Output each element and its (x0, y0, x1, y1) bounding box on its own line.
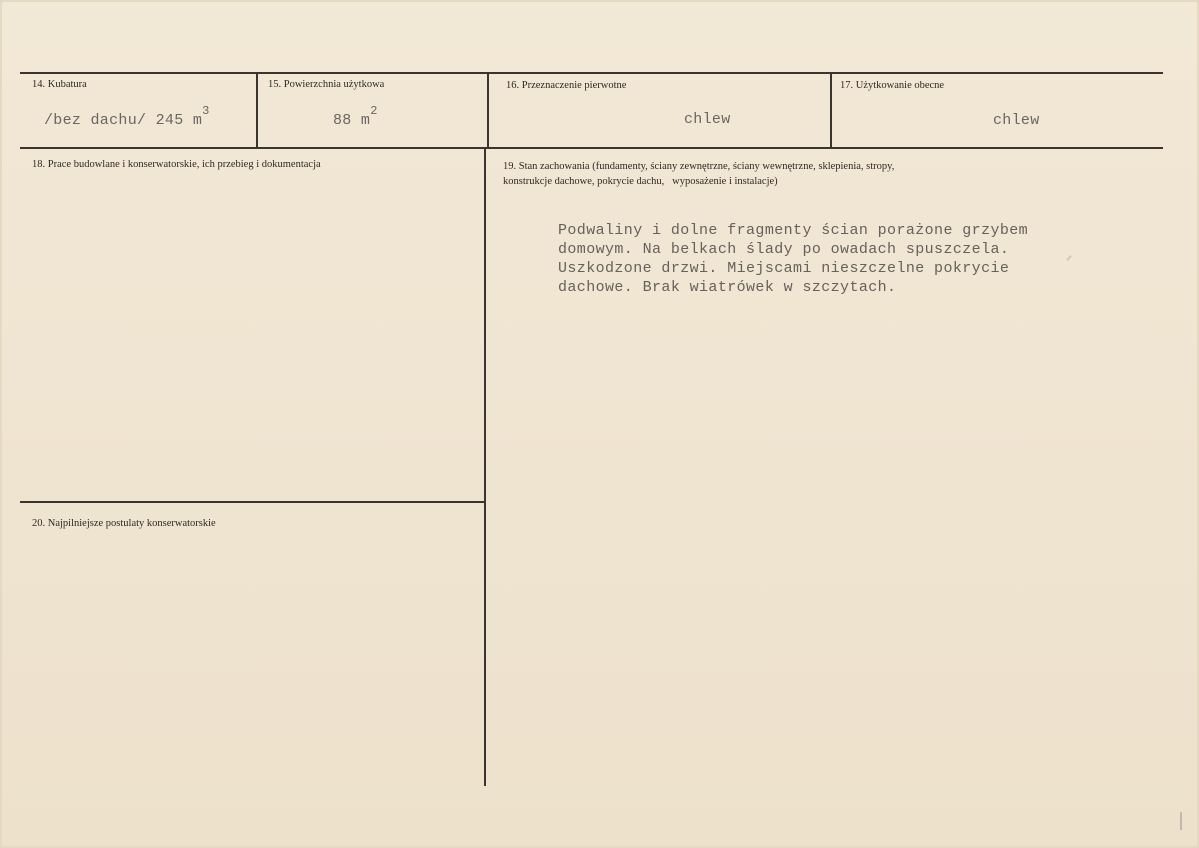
top-rule (20, 72, 1163, 74)
kubatura-label: 14. Kubatura (32, 79, 87, 90)
stan-zachowania-label-line1: 19. Stan zachowania (fundamenty, ściany zewnętrzne, ściany wewnętrzne, sklepienia, stropy, (503, 161, 895, 172)
stan-zachowania-text (558, 221, 1028, 297)
main-column-divider (484, 149, 486, 786)
uzytkowanie-value: chlew (993, 112, 1040, 129)
divider-14-15 (256, 72, 258, 149)
powierzchnia-unit-exponent: 2 (370, 104, 378, 118)
uzytkowanie-label: 17. Użytkowanie obecne (840, 80, 945, 91)
prace-budowlane-label: 18. Prace budowlane i konserwatorskie, ich przebieg i dokumentacja (32, 159, 321, 170)
divider-15-16 (487, 72, 489, 149)
powierzchnia-value (333, 104, 378, 129)
divider-16-17 (830, 72, 832, 149)
postulaty-label: 20. Najpilniejsze postulaty konserwatorskie (32, 518, 216, 529)
przeznaczenie-label: 16. Przeznaczenie pierwotne (506, 80, 627, 91)
kubatura-unit-exponent: 3 (202, 104, 210, 118)
powierzchnia-value-text: 88 m (333, 112, 371, 129)
margin-mark (1180, 812, 1182, 830)
stan-zachowania-line-2: domowym. Na belkach ślady po owadach spuszczela. (558, 241, 1010, 258)
section18-bottom-rule (20, 501, 485, 503)
kubatura-value-text: /bez dachu/ 245 m (44, 112, 203, 129)
stan-zachowania-line-1: Podwaliny i dolne fragmenty ścian porażone grzybem (558, 222, 1029, 239)
paper-speck (1066, 255, 1071, 261)
przeznaczenie-value: chlew (684, 111, 731, 128)
powierzchnia-label: 15. Powierzchnia użytkowa (268, 79, 385, 90)
stan-zachowania-label-line2: konstrukcje dachowe, pokrycie dachu, wyposażenie i instalacje) (503, 176, 778, 187)
stan-zachowania-line-3: Uszkodzone drzwi. Miejscami nieszczelne pokrycie (558, 260, 1010, 277)
kubatura-value (44, 104, 210, 129)
row1-bottom-rule (20, 147, 1163, 149)
stan-zachowania-line-4: dachowe. Brak wiatrówek w szczytach. (558, 279, 897, 296)
